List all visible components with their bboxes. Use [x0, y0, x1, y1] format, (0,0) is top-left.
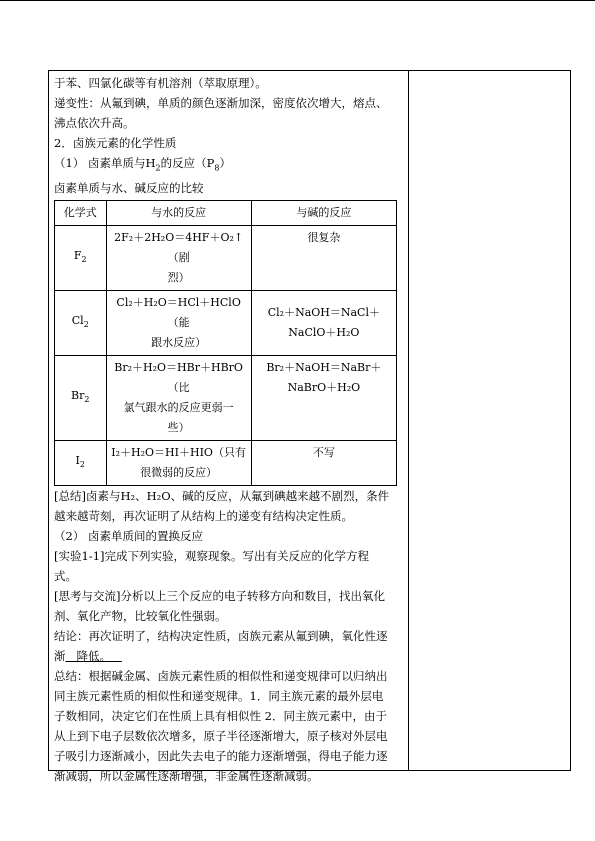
text-line: 渐减弱，所以金属性逐渐增强，非金属性逐渐减弱。 [54, 769, 319, 784]
header-cell: 与水的反应 [106, 201, 251, 226]
cell-line: 烈） [167, 271, 190, 285]
subscript: 2 [83, 320, 89, 330]
cell-line: 很复杂 [307, 231, 341, 245]
text-line: 式。 [54, 569, 77, 584]
text-line: 从上到下电子层数依次增多，原子半径逐渐增大，原子核对外层电 [54, 729, 388, 744]
base-reaction-cell [251, 291, 396, 356]
text-line: [实验1-1]完成下列实验，观察现象。写出有关反应的化学方程 [54, 549, 369, 564]
formula-symbol: F [73, 249, 82, 263]
text-line: 沸点依次升高。 [54, 116, 135, 130]
text-part: 的反应（P [160, 156, 215, 170]
formula-cell [55, 441, 107, 486]
main-content [54, 73, 404, 786]
table-row [55, 356, 397, 441]
water-reaction-cell [106, 441, 251, 486]
text-part: 渐 [54, 649, 66, 664]
subscript: 8 [214, 163, 220, 173]
cell-line: NaBrO＋H₂O [287, 381, 361, 395]
cell-line: Cl₂＋NaOH＝NaCl＋ [267, 306, 380, 320]
cell-line: 不写 [312, 446, 335, 460]
base-reaction-cell [251, 356, 396, 441]
text-line: 剂、氧化产物，比较氧化性强弱。 [54, 609, 227, 624]
text-line [54, 646, 404, 666]
subsection-heading [54, 153, 404, 178]
text-line: 越来越苛刻，再次证明了从结构上的递变有结构决定性质。 [54, 509, 353, 524]
top-rule [0, 0, 595, 1]
text-part: ） [219, 156, 231, 170]
base-reaction-cell [251, 226, 396, 291]
text-line: 子吸引力逐渐减小，因此失去电子的能力逐渐增强，得电子能力逐 [54, 749, 388, 764]
text-line: [思考与交流]分析以上三个反应的电子转移方向和数目，找出氧化 [54, 589, 385, 604]
comparison-table [54, 200, 397, 486]
table-row [55, 291, 397, 356]
text-line: [总结]卤素与H₂、H₂O、碱的反应，从氟到碘越来越不剧烈，条件 [54, 489, 390, 504]
water-reaction-cell [106, 226, 251, 291]
answer-blank: 降低。 [65, 649, 122, 664]
text-line: 于苯、四氯化碳等有机溶剂（萃取原理）。 [54, 76, 267, 90]
cell-line: Cl₂＋H₂O＝HCl＋HClO（能 [116, 296, 241, 330]
subscript: 2 [84, 395, 90, 405]
header-cell: 与碱的反应 [251, 201, 396, 226]
cell-line: 2F₂＋2H₂O＝4HF＋O₂↑（剧 [114, 231, 244, 265]
text-line: 子数相同，决定它们在性质上具有相似性 2．同主族元素中，由于 [54, 709, 387, 724]
water-reaction-cell [106, 291, 251, 356]
text-line: 总结：根据碱金属、卤族元素性质的相似性和递变规律可以归纳出 [54, 669, 388, 684]
cell-line: 很微弱的反应） [140, 466, 218, 480]
text-part: （1） 卤素单质与H [54, 156, 156, 170]
cell-line: I₂＋H₂O＝HI＋HIO（只有 [111, 446, 246, 460]
cell-line: Br₂＋NaOH＝NaBr＋ [266, 361, 382, 375]
table-header-row [55, 201, 397, 226]
cell-line: 氯气跟水的反应更弱一 [123, 401, 234, 415]
text-line: 结论：再次证明了，结构决定性质，卤族元素从氟到碘，氧化性逐 [54, 629, 388, 644]
section-heading: 2．卤族元素的化学性质 [54, 136, 177, 150]
subscript: 2 [81, 255, 87, 265]
subsection-heading: （2） 卤素单质间的置换反应 [54, 529, 203, 544]
text-line: 递变性：从氟到碘，单质的颜色逐渐加深，密度依次增大，熔点、 [54, 96, 388, 110]
cell-line: 跟水反应） [151, 336, 207, 350]
water-reaction-cell [106, 356, 251, 441]
table-caption: 卤素单质与水、碱反应的比较 [54, 181, 204, 196]
formula-symbol: Br [71, 389, 85, 403]
subscript: 2 [155, 163, 161, 173]
table-row [55, 226, 397, 291]
column-divider [408, 70, 409, 771]
header-cell: 化学式 [55, 201, 107, 226]
formula-cell [55, 226, 107, 291]
text-line: 同主族元素性质的相似性和递变规律。1．同主族元素的最外层电 [54, 689, 384, 704]
cell-line: 些） [167, 421, 190, 435]
base-reaction-cell [251, 441, 396, 486]
formula-cell [55, 291, 107, 356]
formula-symbol: Cl [71, 314, 84, 328]
formula-symbol: I [75, 454, 80, 468]
formula-cell [55, 356, 107, 441]
table-row [55, 441, 397, 486]
cell-line: Br₂＋H₂O＝HBr＋HBrO（比 [114, 361, 243, 395]
subscript: 2 [79, 460, 85, 470]
cell-line: NaClO＋H₂O [288, 326, 360, 340]
